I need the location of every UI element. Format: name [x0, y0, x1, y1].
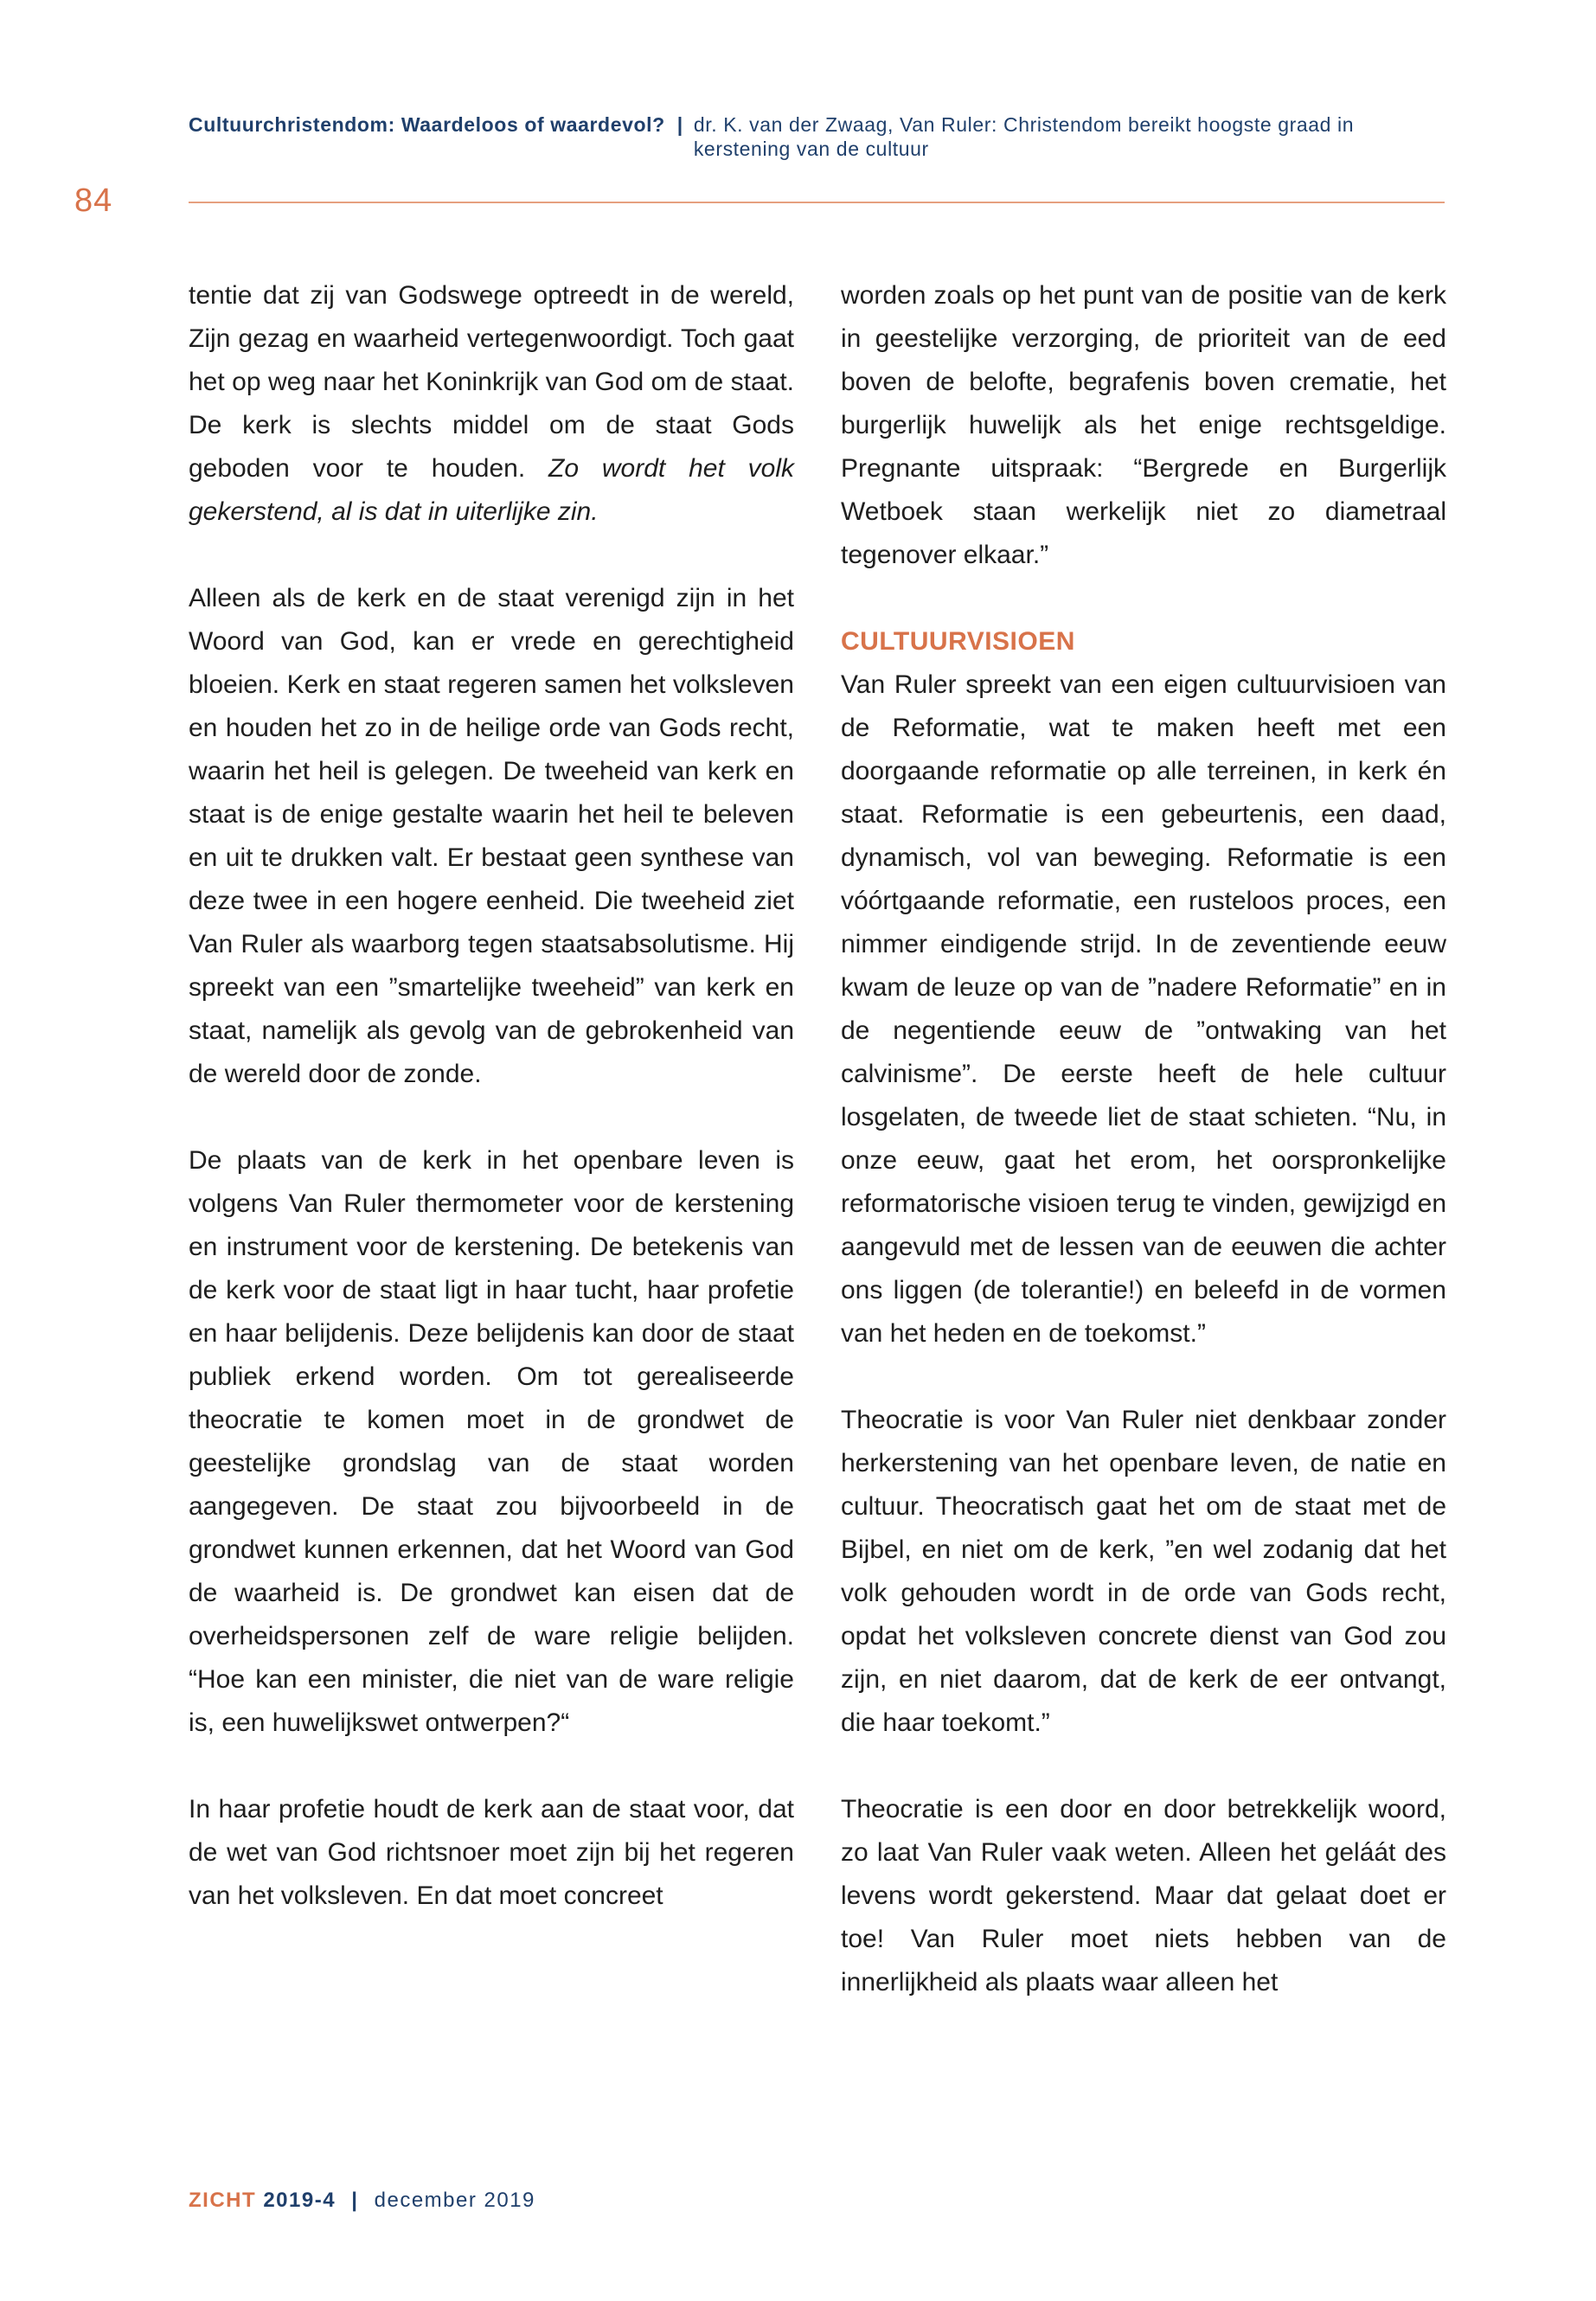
- paragraph: In haar profetie houdt de kerk aan de staat voor, dat de wet van God richtsnoer moet zijn bij het regeren van het volksleven. En dat moet concreet: [189, 1795, 794, 1910]
- paragraph: Alleen als de kerk en de staat verenigd zijn in het Woord van God, kan er vrede en gerechtigheid bloeien. Kerk en staat regeren samen het volksleven en houden het zo in de heilige orde van Gods recht, waarin het heil is gelegen. De tweeheid van kerk en staat is de enige gestalte waarin het heil te beleven en uit te drukken valt. Er bestaat geen synthese van deze twee in een hogere eenheid. Die tweeheid ziet Van Ruler als waarborg tegen staatsabsolutisme. Hij spreekt van een ”smartelijke tweeheid” van kerk en staat, namelijk als gevolg van de gebrokenheid van de wereld door de zonde.: [189, 584, 794, 1088]
- paragraph: Theocratie is een door en door betrekkelijk woord, zo laat Van Ruler vaak weten. Alleen het geláát des levens wordt gekerstend. Maar dat gelaat doet er toe! Van Ruler moet niets hebben van de innerlijkheid als plaats waar alleen het: [841, 1795, 1446, 1997]
- issue-date: december 2019: [374, 2189, 535, 2212]
- paragraph: De plaats van de kerk in het openbare leven is volgens Van Ruler thermometer voor de kerstening en instrument voor de kerstening. De betekenis van de kerk voor de staat ligt in haar tucht, haar profetie en haar belijdenis. Deze belijdenis kan door de staat publiek erkend worden. Om tot gerealiseerde theocratie te komen moet in de grondwet de geestelijke grondslag van de staat worden aangegeven. De staat zou bijvoorbeeld in de grondwet kunnen erkennen, dat het Woord van God de waarheid is. De grondwet kan eisen dat de overheidspersonen zelf de ware religie belijden. “Hoe kan een minister, die niet van de ware religie is, een huwelijkswet ontwerpen?“: [189, 1146, 794, 1737]
- page-number: 84: [74, 183, 113, 219]
- issue-number: 2019-4: [263, 2189, 337, 2212]
- running-header: [189, 112, 1443, 161]
- paragraph: Theocratie is voor Van Ruler niet denkbaar zonder herkerstening van het openbare leven, de natie en cultuur. Theocratisch gaat het om de staat met de Bijbel, en niet om de kerk, ”en wel zodanig dat het volk gehouden wordt in de orde van Gods recht, opdat het volksleven concrete dienst van God zou zijn, en niet daarom, dat de kerk de eer ontvangt, die haar toekomt.”: [841, 1406, 1446, 1737]
- paragraph-text: tentie dat zij van Godswege optreedt in de wereld, Zijn gezag en waarheid vertegenwoordigt. Toch gaat het op weg naar het Koninkrijk van God om de staat. De kerk is slechts middel om de staat Gods geboden voor te houden.: [189, 281, 794, 483]
- magazine-name: ZICHT: [189, 2189, 257, 2212]
- right-column: [841, 274, 1446, 2004]
- paragraph: [189, 274, 794, 534]
- footer-separator: |: [351, 2189, 359, 2212]
- article-title: dr. K. van der Zwaag, Van Ruler: Christendom bereikt hoogste graad in kerstening van de cultuur: [693, 113, 1355, 160]
- paragraph-emphasis: Zo wordt het volk gekerstend, al is dat in uiterlijke zin.: [189, 454, 794, 526]
- paragraph: Van Ruler spreekt van een eigen cultuurvisioen van de Reformatie, wat te maken heeft met een doorgaande reformatie op alle terreinen, in kerk én staat. Reformatie is een gebeurtenis, een daad, dynamisch, vol van beweging. Reformatie is een vóórtgaande reformatie, een rusteloos proces, een nimmer eindigende strijd. In de zeventiende eeuw kwam de leuze op van de ”nadere Reformatie” en in de negentiende eeuw de ”ontwaking van het calvinisme”. De eerste heeft de hele cultuur losgelaten, de tweede liet de staat schieten. “Nu, in onze eeuw, gaat het erom, het oorspronkelijke reformatorische visioen terug te vinden, gewijzigd en aangevuld met de lessen van de eeuwen die achter ons liggen (de tolerantie!) en beleefd in de vormen van het heden en de toekomst.”: [841, 670, 1446, 1348]
- header-separator: |: [676, 113, 683, 136]
- page-footer: [189, 2189, 535, 2213]
- section-heading: CULTUURVISIOEN: [841, 627, 1075, 656]
- left-column: [189, 274, 794, 1918]
- header-rule: [189, 202, 1445, 203]
- paragraph: worden zoals op het punt van de positie van de kerk in geestelijke verzorging, de prioriteit van de eed boven de belofte, begrafenis boven crematie, het burgerlijk huwelijk als het enige rechtsgeldige. Pregnante uitspraak: “Bergrede en Burgerlijk Wetboek staan werkelijk niet zo diametraal tegenover elkaar.”: [841, 281, 1446, 569]
- series-title: Cultuurchristendom: Waardeloos of waardevol?: [189, 113, 665, 136]
